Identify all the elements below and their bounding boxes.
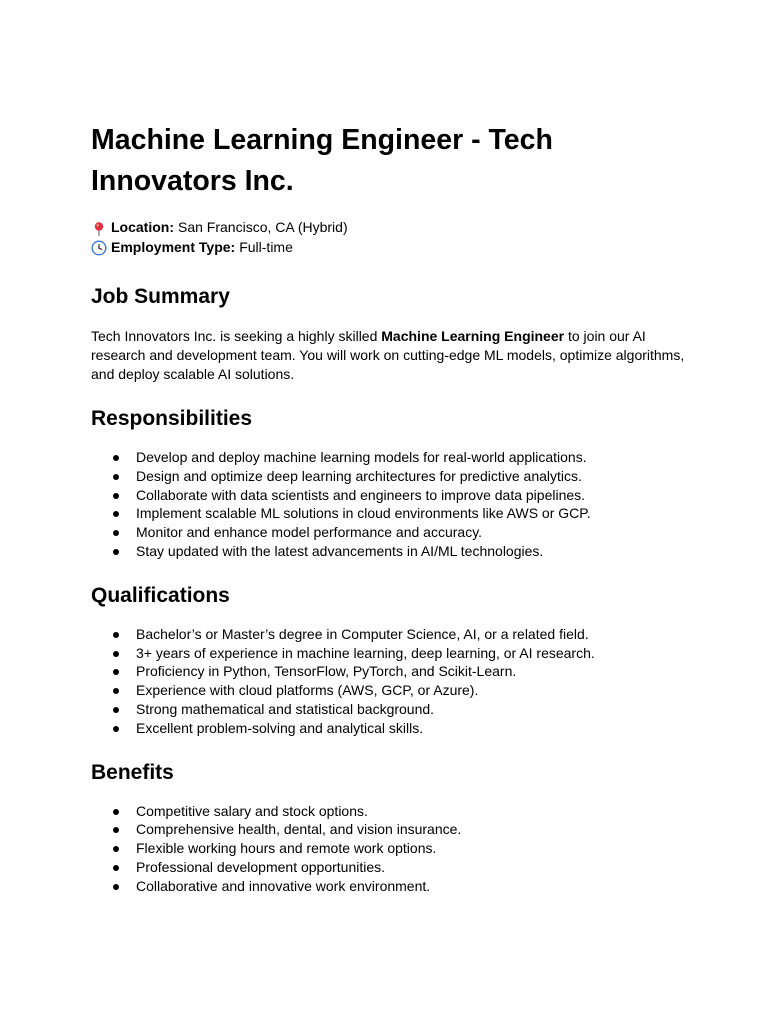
- responsibilities-list: [91, 448, 691, 561]
- employment-line: [91, 238, 691, 258]
- list-item: [91, 625, 691, 644]
- bullet-icon: [113, 474, 119, 480]
- list-item-text: Proficiency in Python, TensorFlow, PyTorch, and Scikit-Learn.: [136, 663, 517, 680]
- list-item: [91, 542, 691, 561]
- bullet-icon: [113, 632, 119, 638]
- list-item-text: Design and optimize deep learning architectures for predictive analytics.: [136, 467, 582, 484]
- list-item: [91, 523, 691, 542]
- bullet-icon: [113, 827, 119, 833]
- bullet-icon: [113, 809, 119, 815]
- pin-icon: [91, 221, 107, 237]
- list-item-text: Experience with cloud platforms (AWS, GCP, or Azure).: [136, 682, 479, 699]
- responsibilities-heading: Responsibilities: [91, 407, 253, 430]
- list-item: [91, 700, 691, 719]
- list-item-text: Excellent problem-solving and analytical skills.: [136, 719, 424, 736]
- bullet-icon: [113, 493, 119, 499]
- location-line: [91, 218, 691, 238]
- list-item-text: Collaborative and innovative work environment.: [136, 877, 431, 894]
- page-title: Machine Learning Engineer - Tech Innovators Inc.: [91, 124, 553, 197]
- summary-text-after: to join our AI research and development team. You will work on cutting-edge ML models, optimize algorithms, and deploy scalable AI solutions.: [91, 328, 685, 382]
- list-item: [91, 719, 691, 738]
- list-item: [91, 858, 691, 877]
- summary-paragraph: [91, 327, 689, 384]
- list-item: [91, 448, 691, 467]
- list-item-text: Bachelor’s or Master’s degree in Computer Science, AI, or a related field.: [136, 625, 589, 642]
- list-item: [91, 877, 691, 896]
- list-item: [91, 467, 691, 486]
- list-item: [91, 644, 691, 663]
- list-item: [91, 820, 691, 839]
- list-item: [91, 662, 691, 681]
- location-value: San Francisco, CA (Hybrid): [178, 219, 348, 235]
- list-item-text: Comprehensive health, dental, and vision insurance.: [136, 821, 462, 838]
- list-item-text: Develop and deploy machine learning models for real-world applications.: [136, 449, 587, 465]
- bullet-icon: [113, 651, 119, 657]
- bullet-icon: [113, 549, 119, 555]
- bullet-icon: [113, 530, 119, 536]
- bullet-icon: [113, 688, 119, 694]
- list-item-text: Strong mathematical and statistical background.: [136, 700, 435, 717]
- list-item: [91, 681, 691, 700]
- location-label: Location:: [111, 219, 174, 235]
- qualifications-heading: Qualifications: [91, 583, 230, 607]
- summary-text-before: Tech Innovators Inc. is seeking a highly skilled: [91, 328, 382, 344]
- bullet-icon: [113, 707, 119, 713]
- employment-label: Employment Type:: [111, 238, 236, 255]
- employment-value: Full-time: [239, 238, 293, 255]
- bullet-icon: [113, 455, 119, 461]
- summary-text-bold: Machine Learning Engineer: [381, 328, 565, 344]
- list-item-text: Collaborate with data scientists and engineers to improve data pipelines.: [136, 486, 586, 503]
- qualifications-list: [91, 625, 691, 738]
- list-item: [91, 802, 691, 821]
- bullet-icon: [113, 846, 119, 852]
- benefits-heading: Benefits: [91, 760, 174, 784]
- list-item: [91, 486, 691, 505]
- list-item: [91, 504, 691, 523]
- list-item-text: Stay updated with the latest advancements in AI/ML technologies.: [136, 542, 544, 559]
- list-item: [91, 839, 691, 858]
- clock-icon: [91, 240, 107, 256]
- list-item-text: Implement scalable ML solutions in cloud environments like AWS or GCP.: [136, 505, 591, 522]
- bullet-icon: [113, 884, 119, 890]
- job-posting: [91, 120, 691, 896]
- benefits-list: [91, 802, 691, 896]
- list-item-text: Professional development opportunities.: [136, 858, 386, 875]
- bullet-icon: [113, 726, 119, 732]
- list-item-text: Flexible working hours and remote work options.: [136, 840, 437, 857]
- list-item-text: Monitor and enhance model performance and accuracy.: [136, 524, 483, 541]
- list-item-text: 3+ years of experience in machine learning, deep learning, or AI research.: [136, 644, 595, 661]
- bullet-icon: [113, 511, 119, 517]
- summary-heading: Job Summary: [91, 285, 230, 308]
- list-item-text: Competitive salary and stock options.: [136, 802, 368, 819]
- bullet-icon: [113, 669, 119, 675]
- job-meta: [91, 218, 691, 257]
- bullet-icon: [113, 865, 119, 871]
